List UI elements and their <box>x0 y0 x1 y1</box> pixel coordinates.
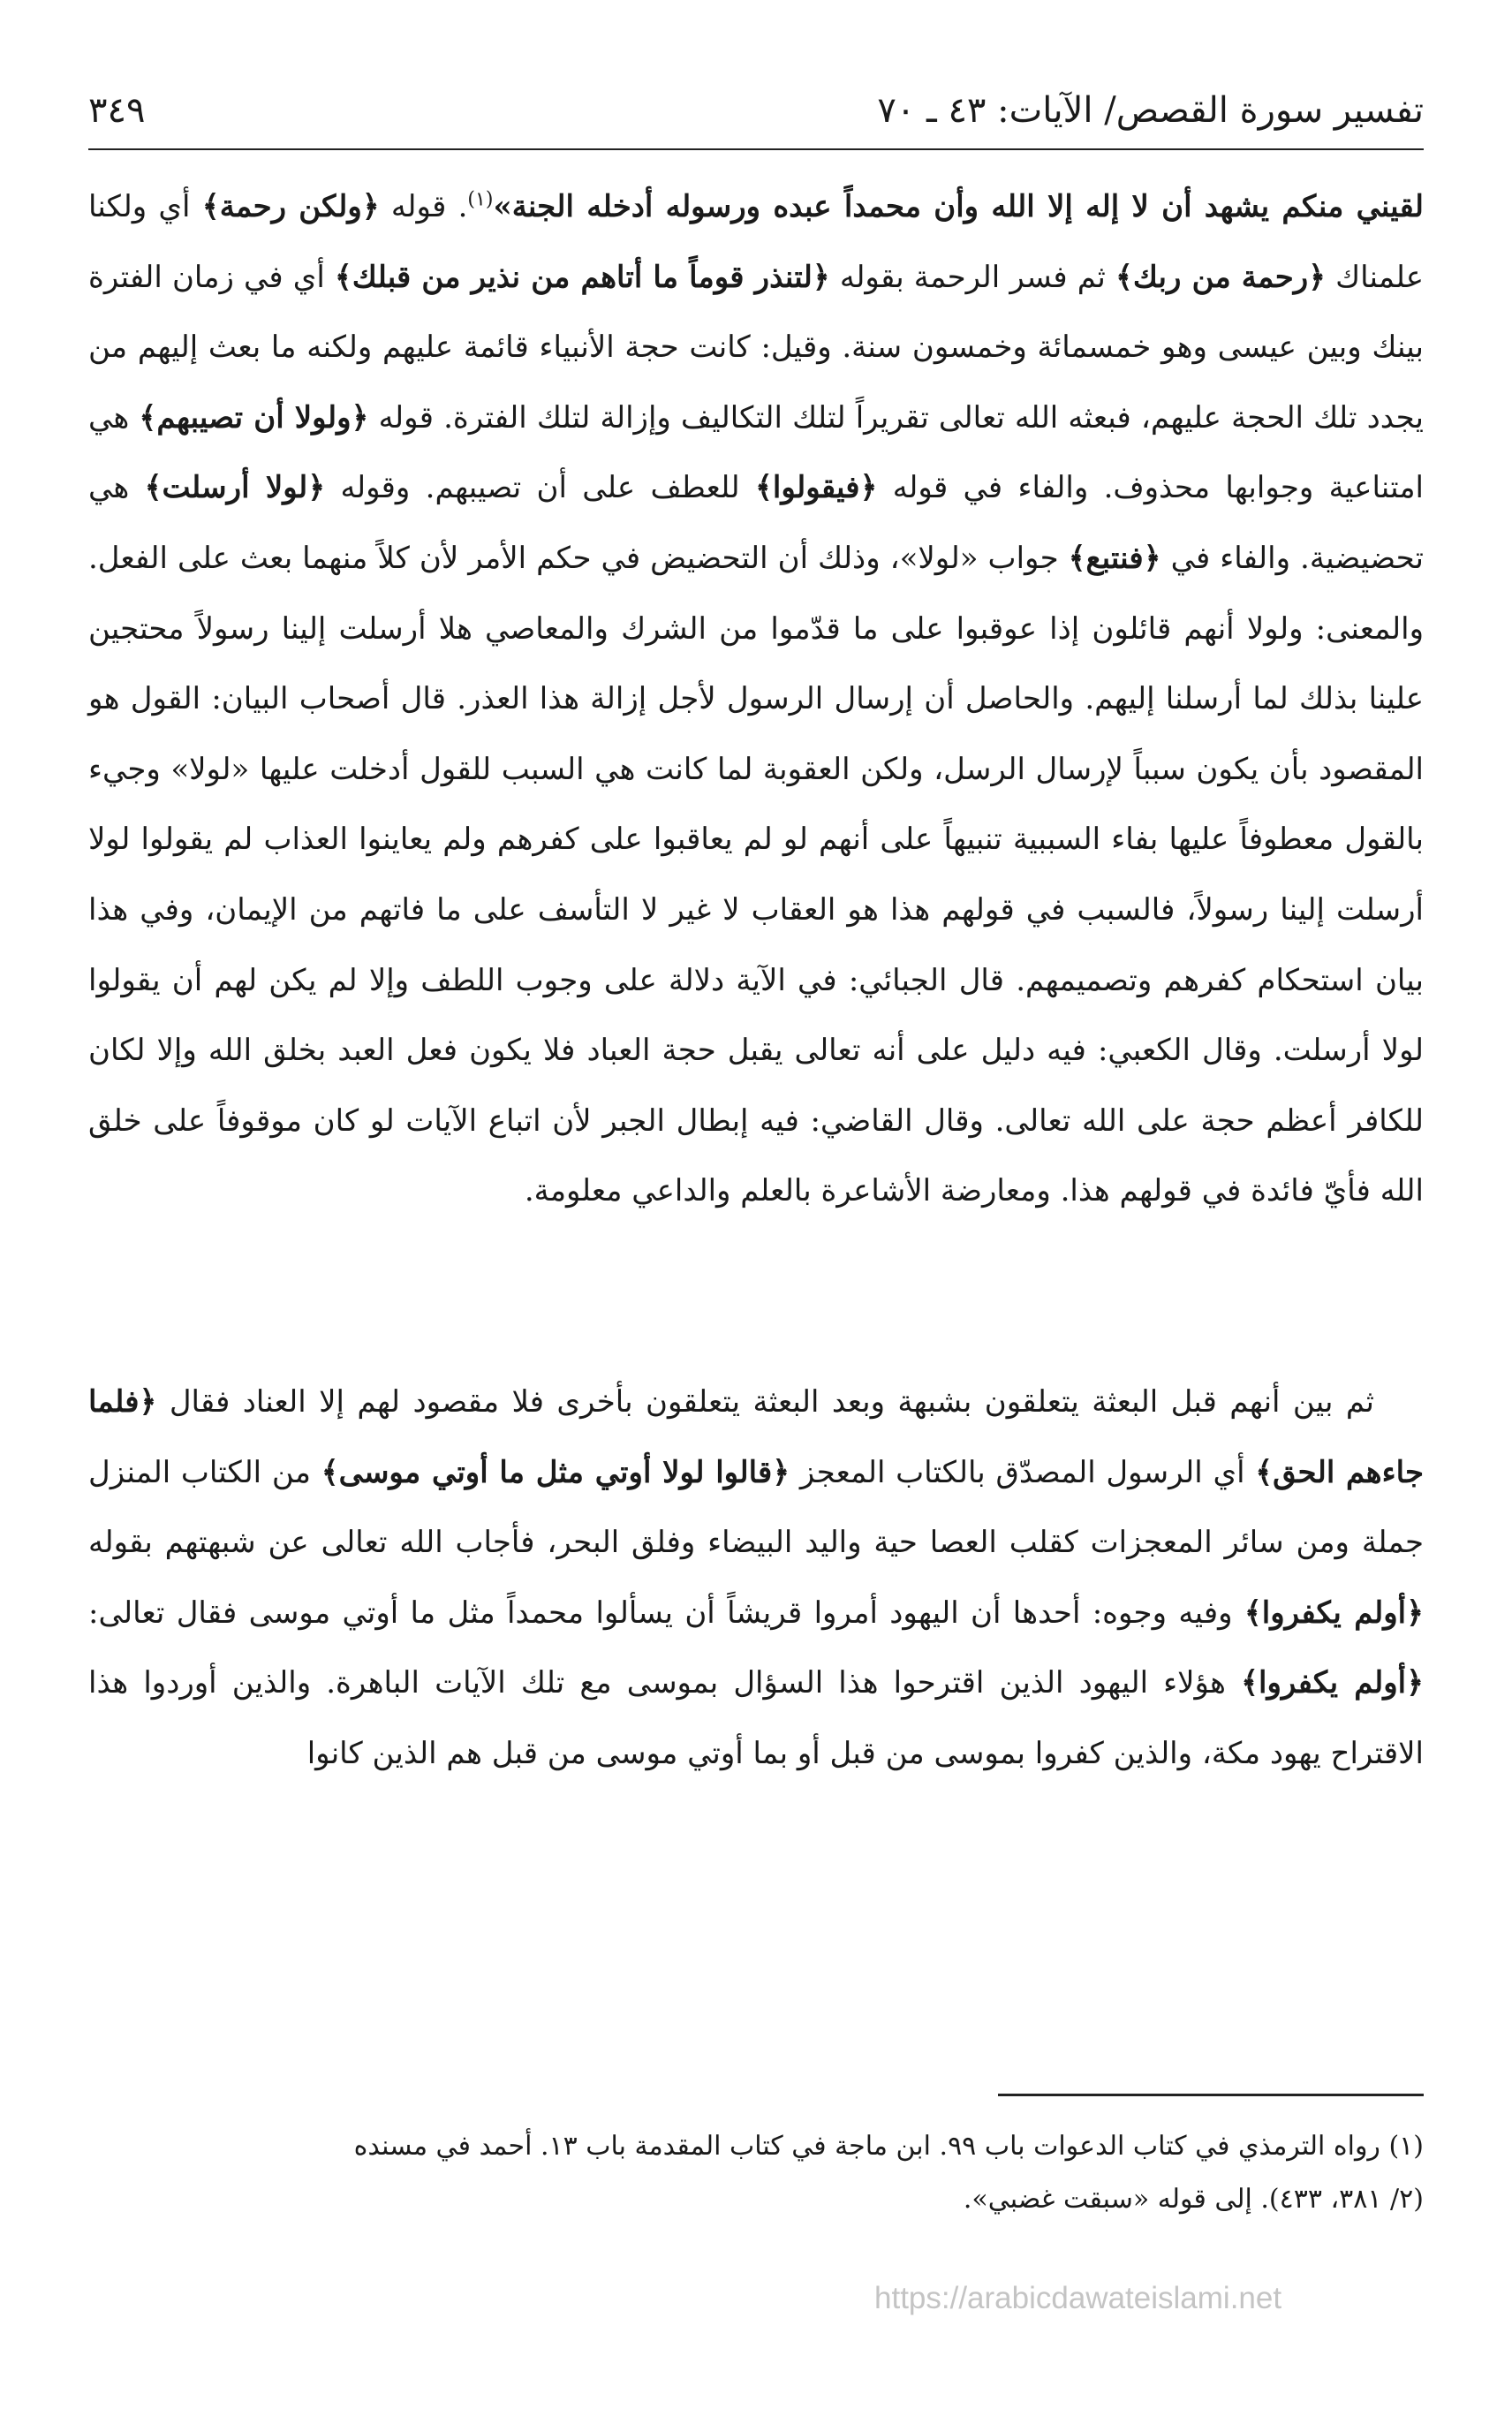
quran-quote: ﴿فنتبع﴾ <box>1068 540 1161 576</box>
footnote <box>88 2120 1424 2226</box>
footnote-marker: (١) <box>467 188 494 211</box>
paragraph-2 <box>88 1367 1424 1790</box>
text-run: للعطف على أن تصيبهم. وقوله <box>325 470 755 506</box>
text-run: أي الرسول المصدّق بالكتاب المعجز <box>790 1454 1256 1490</box>
main-text <box>88 172 1424 1789</box>
text-run: ثم بين أنهم قبل البعثة يتعلقون بشبهة وبعد البعثة يتعلقون بأخرى فلا مقصود لهم إلا العناد فقال <box>156 1383 1374 1420</box>
quran-quote: ﴿أولم يكفروا﴾ <box>1241 1665 1424 1701</box>
text-run: هؤلاء اليهود الذين اقترحوا هذا السؤال بموسى مع تلك الآيات الباهرة. والذين أوردوا هذا الاقتراح يهود مكة، والذين كفروا بموسى من قبل أو بما أوتي موسى من قبل هم الذين كانوا <box>88 1665 1424 1771</box>
text-run: جواب «لولا»، وذلك أن التحضيض في حكم الأمر لأن كلاً منهما بعث على الفعل. والمعنى: ولولا أنهم قائلون إذا عوقبوا على ما قدّموا من الشرك والمعاصي هلا أرسلت إلينا رسولاً محتجين علينا بذلك لما أرسلنا إليهم. والحاصل أن إرسال الرسول لأجل إزالة هذا العذر. قال أصحاب البيان: القول هو المقصود بأن يكون سبباً لإرسال الرسل، ولكن العقوبة لما كانت هي السبب للقول أدخلت عليها «لولا» وجيء بالقول معطوفاً عليها بفاء السببية تنبيهاً على أنهم لو لم يعاقبوا على كفرهم ولم يعاينوا العذاب لم يقولوا لولا أرسلت إلينا رسولاً، فالسبب في قولهم هذا هو العقاب لا غير لا التأسف على ما فاتهم من الإيمان، وفي هذا بيان استحكام كفرهم وتصميمهم. قال الجبائي: في الآية دلالة على وجوب اللطف وإلا لم يكن لهم أن يقولوا لولا أرسلت. وقال الكعبي: فيه دليل على أنه تعالى يقبل حجة العباد فلا يكون فعل العبد بخلق الله وإلا لكان للكافر أعظم حجة على الله تعالى. وقال القاضي: فيه إبطال الجبر لأن اتباع الآيات لو كان موقوفاً على خلق الله فأيّ فائدة في قولهم هذا. ومعارضة الأشاعرة بالعلم والداعي معلومة. <box>88 540 1424 1209</box>
text-run: . قوله <box>379 189 468 224</box>
quran-quote: ﴿قالوا لولا أوتي مثل ما أوتي موسى﴾ <box>321 1454 790 1490</box>
quran-quote: ﴿لولا أرسلت﴾ <box>144 470 326 506</box>
text-run: أي في زمان الفترة بينك وبين عيسى وهو خمسمائة وخمسون سنة. وقيل: كانت حجة الأنبياء قائمة عليهم ولكنه ما بعث إليهم من يجدد تلك الحجة عليهم، فبعثه الله تعالى تقريراً لتلك التكاليف وإزالة لتلك الفترة. قوله <box>88 259 1425 436</box>
watermark-url: https://arabicdawateislami.net <box>874 2281 1282 2315</box>
quran-quote: ﴿فيقولوا﴾ <box>754 470 878 506</box>
page-number: ٣٤٩ <box>88 90 146 131</box>
text-run: هي امتناعية وجوابها محذوف. والفاء في قوله <box>88 399 1424 506</box>
quran-quote: ﴿ولولا أن تصيبهم﴾ <box>139 399 369 436</box>
quran-quote: لقيني منكم يشهد أن لا إله إلا الله وأن محمداً عبده ورسوله أدخله الجنة» <box>493 189 1424 224</box>
quran-quote: ﴿ولكن رحمة﴾ <box>201 189 380 224</box>
quran-quote: ﴿أولم يكفروا﴾ <box>1244 1595 1424 1631</box>
quran-quote: ﴿رحمة من ربك﴾ <box>1115 259 1327 295</box>
text-run: أي ولكنا علمناك <box>88 189 1424 295</box>
footnote-line-1: (١) رواه الترمذي في كتاب الدعوات باب ٩٩. ابن ماجة في كتاب المقدمة باب ١٣. أحمد في مسنده <box>353 2131 1424 2162</box>
text-run: ثم فسر الرحمة بقوله <box>829 259 1115 295</box>
header-rule <box>88 148 1424 150</box>
footnote-line-2: (٢/ ٣٨١، ٤٣٣). إلى قوله «سبقت غضبي». <box>963 2184 1424 2215</box>
text-run: وفيه وجوه: أحدها أن اليهود أمروا قريشاً أن يسألوا محمداً مثل ما أوتي موسى فقال تعالى: <box>88 1595 1244 1631</box>
quran-quote: ﴿فلما جاءهم الحق﴾ <box>88 1383 1424 1490</box>
quran-quote: ﴿لتنذر قوماً ما أتاهم من نذير من قبلك﴾ <box>334 259 830 295</box>
running-header <box>88 84 1424 137</box>
paragraph-1 <box>88 172 1424 1227</box>
text-run: هي تحضيضية. والفاء في <box>88 470 1424 576</box>
footnote-rule <box>998 2094 1424 2096</box>
running-title: تفسير سورة القصص/ الآيات: ٤٣ ـ ٧٠ <box>877 90 1424 131</box>
text-run: من الكتاب المنزل جملة ومن سائر المعجزات كقلب العصا حية واليد البيضاء وفلق البحر، فأجاب الله تعالى عن شبهتهم بقوله <box>88 1454 1424 1561</box>
